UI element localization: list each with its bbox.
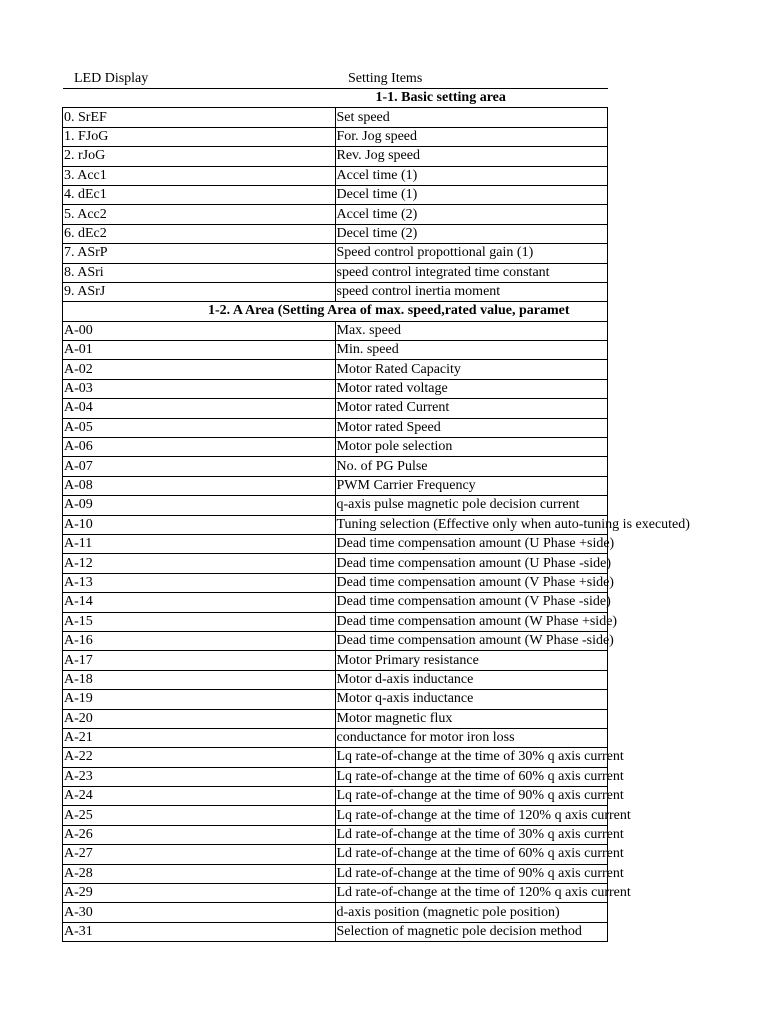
led-display-code: A-14: [63, 593, 336, 612]
table-row: [63, 457, 608, 476]
led-display-code: 2. rJoG: [63, 147, 336, 166]
led-display-code: A-28: [63, 864, 336, 883]
led-display-code: 1. FJoG: [63, 127, 336, 146]
setting-item-description: Motor d-axis inductance: [335, 670, 608, 689]
setting-item-description: Min. speed: [335, 341, 608, 360]
table-row: [63, 748, 608, 767]
led-display-code: 3. Acc1: [63, 166, 336, 185]
table-row: [63, 263, 608, 282]
table-row: [63, 205, 608, 224]
setting-item-description: Decel time (2): [335, 224, 608, 243]
settings-table: [62, 88, 690, 942]
led-display-code: A-08: [63, 476, 336, 495]
setting-item-description: Decel time (1): [335, 185, 608, 204]
setting-item-description: Rev. Jog speed: [335, 147, 608, 166]
table-row: [63, 612, 608, 631]
setting-item-description: Motor rated Speed: [335, 418, 608, 437]
table-row: [63, 166, 608, 185]
led-display-code: A-01: [63, 341, 336, 360]
led-display-code: A-17: [63, 651, 336, 670]
table-row: [63, 496, 608, 515]
led-display-code: A-31: [63, 922, 336, 941]
settings-table-body: [63, 89, 690, 942]
setting-item-description: PWM Carrier Frequency: [335, 476, 608, 495]
setting-item-description: No. of PG Pulse: [335, 457, 608, 476]
setting-item-description: Accel time (2): [335, 205, 608, 224]
table-row: [63, 767, 608, 786]
table-row: [63, 244, 608, 263]
led-display-code: A-03: [63, 379, 336, 398]
led-display-code: A-21: [63, 728, 336, 747]
table-row: [63, 864, 608, 883]
setting-item-description: d-axis position (magnetic pole position): [335, 903, 608, 922]
table-row: [63, 631, 608, 650]
setting-item-description: Accel time (1): [335, 166, 608, 185]
led-display-code: A-22: [63, 748, 336, 767]
table-row: [63, 515, 608, 534]
setting-item-description: Dead time compensation amount (V Phase -side): [335, 593, 608, 612]
led-display-code: A-16: [63, 631, 336, 650]
led-display-code: A-19: [63, 690, 336, 709]
table-row: [63, 554, 608, 573]
table-row: [63, 476, 608, 495]
setting-item-description: Tuning selection (Effective only when auto-tuning is executed): [335, 515, 608, 534]
setting-item-description: Motor Rated Capacity: [335, 360, 608, 379]
table-row: [63, 341, 608, 360]
setting-item-description: Ld rate-of-change at the time of 120% q axis current: [335, 884, 608, 903]
table-row: [63, 321, 608, 340]
setting-item-description: speed control inertia moment: [335, 282, 608, 301]
setting-item-description: Set speed: [335, 108, 608, 127]
led-display-code: A-29: [63, 884, 336, 903]
setting-item-description: Dead time compensation amount (U Phase -side): [335, 554, 608, 573]
settings-table-frame: [62, 88, 690, 942]
led-display-code: A-24: [63, 787, 336, 806]
table-row: [63, 787, 608, 806]
setting-item-description: Lq rate-of-change at the time of 60% q axis current: [335, 767, 608, 786]
led-display-code: A-27: [63, 845, 336, 864]
setting-item-description: Ld rate-of-change at the time of 30% q axis current: [335, 825, 608, 844]
led-display-code: A-00: [63, 321, 336, 340]
table-row: [63, 185, 608, 204]
table-row: [63, 379, 608, 398]
table-row: [63, 922, 608, 941]
led-display-code: 8. ASri: [63, 263, 336, 282]
setting-item-description: Dead time compensation amount (W Phase -side): [335, 631, 608, 650]
led-display-code: A-11: [63, 534, 336, 553]
table-row: [63, 709, 608, 728]
table-row: [63, 224, 608, 243]
setting-item-description: Motor magnetic flux: [335, 709, 608, 728]
setting-item-description: q-axis pulse magnetic pole decision current: [335, 496, 608, 515]
table-row: [63, 360, 608, 379]
table-row: [63, 825, 608, 844]
table-row: [63, 418, 608, 437]
led-display-code: A-02: [63, 360, 336, 379]
setting-item-description: Dead time compensation amount (W Phase +side): [335, 612, 608, 631]
setting-item-description: Selection of magnetic pole decision method: [335, 922, 608, 941]
setting-items-heading: Setting Items: [348, 71, 423, 86]
led-display-code: 0. SrEF: [63, 108, 336, 127]
led-display-code: A-15: [63, 612, 336, 631]
led-display-code: A-30: [63, 903, 336, 922]
setting-item-description: Ld rate-of-change at the time of 90% q axis current: [335, 864, 608, 883]
table-row: [63, 399, 608, 418]
section-header-row: [63, 89, 608, 108]
led-display-code: A-07: [63, 457, 336, 476]
table-row: [63, 282, 608, 301]
table-row: [63, 573, 608, 592]
table-row: [63, 670, 608, 689]
table-row: [63, 884, 608, 903]
setting-item-description: Motor pole selection: [335, 438, 608, 457]
led-display-code: A-26: [63, 825, 336, 844]
table-row: [63, 728, 608, 747]
led-display-code: A-20: [63, 709, 336, 728]
setting-item-description: Motor q-axis inductance: [335, 690, 608, 709]
setting-item-description: Lq rate-of-change at the time of 30% q axis current: [335, 748, 608, 767]
setting-item-description: Ld rate-of-change at the time of 60% q axis current: [335, 845, 608, 864]
table-row: [63, 845, 608, 864]
setting-item-description: Motor Primary resistance: [335, 651, 608, 670]
setting-item-description: speed control integrated time constant: [335, 263, 608, 282]
led-display-code: 4. dEc1: [63, 185, 336, 204]
led-display-code: A-04: [63, 399, 336, 418]
led-display-code: A-10: [63, 515, 336, 534]
setting-item-description: Speed control propottional gain (1): [335, 244, 608, 263]
table-row: [63, 651, 608, 670]
table-row: [63, 108, 608, 127]
setting-item-description: conductance for motor iron loss: [335, 728, 608, 747]
setting-item-description: Max. speed: [335, 321, 608, 340]
table-row: [63, 806, 608, 825]
table-row: [63, 690, 608, 709]
led-display-code: A-05: [63, 418, 336, 437]
led-display-code: 5. Acc2: [63, 205, 336, 224]
table-row: [63, 534, 608, 553]
led-display-code: 9. ASrJ: [63, 282, 336, 301]
led-display-code: A-06: [63, 438, 336, 457]
setting-item-description: Dead time compensation amount (V Phase +side): [335, 573, 608, 592]
setting-item-description: Motor rated voltage: [335, 379, 608, 398]
table-row: [63, 147, 608, 166]
setting-item-description: Lq rate-of-change at the time of 90% q axis current: [335, 787, 608, 806]
led-display-code: 7. ASrP: [63, 244, 336, 263]
led-display-code: A-13: [63, 573, 336, 592]
led-display-code: A-12: [63, 554, 336, 573]
led-display-code: A-09: [63, 496, 336, 515]
setting-item-description: Dead time compensation amount (U Phase +side): [335, 534, 608, 553]
table-row: [63, 127, 608, 146]
table-row: [63, 903, 608, 922]
led-display-code: A-23: [63, 767, 336, 786]
table-row: [63, 593, 608, 612]
section-title: 1-2. A Area (Setting Area of max. speed,rated value, paramet: [63, 302, 608, 321]
setting-item-description: Motor rated Current: [335, 399, 608, 418]
led-display-code: 6. dEc2: [63, 224, 336, 243]
setting-item-description: For. Jog speed: [335, 127, 608, 146]
led-display-heading: LED Display: [74, 71, 149, 86]
led-display-code: A-18: [63, 670, 336, 689]
section-header-row: [63, 302, 608, 321]
led-display-code: A-25: [63, 806, 336, 825]
setting-item-description: Lq rate-of-change at the time of 120% q axis current: [335, 806, 608, 825]
section-title: 1-1. Basic setting area: [63, 89, 608, 108]
table-row: [63, 438, 608, 457]
